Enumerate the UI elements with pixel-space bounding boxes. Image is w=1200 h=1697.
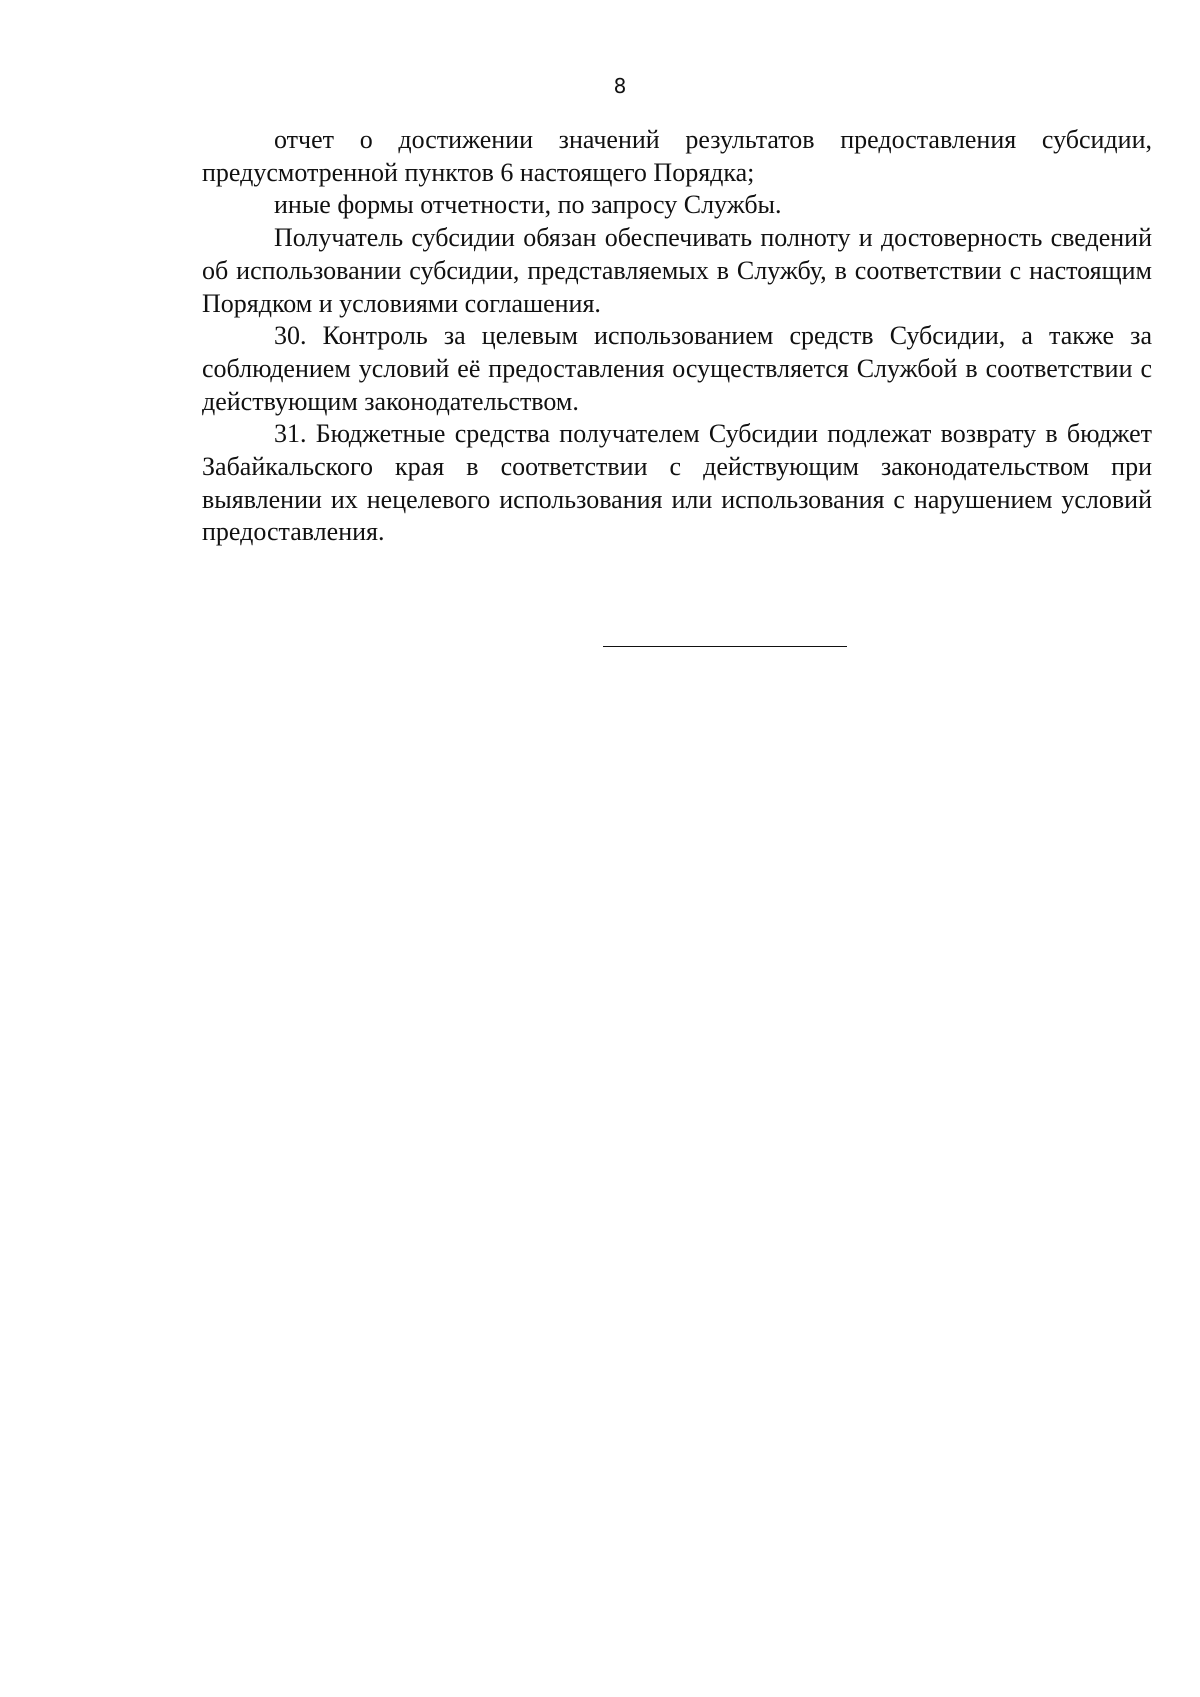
paragraph-report-results: отчет о достижении значений результатов предоставления субсидии, предусмотренной пунктов 6 настоящего Порядка; (202, 125, 1152, 187)
page-number: 8 (613, 74, 627, 98)
paragraph-other-reports: иные формы отчетности, по запросу Службы. (274, 190, 782, 220)
document-body (202, 124, 1152, 549)
paragraph-recipient-obligation: Получатель субсидии обязан обеспечивать полноту и достоверность сведений об использовании субсидии, представляемых в Службу, в соответствии с настоящим Порядком и условиями соглашения. (202, 223, 1152, 318)
paragraph-item-31: 31. Бюджетные средства получателем Субсидии подлежат возврату в бюджет Забайкальского края в соответствии с действующим законодательством при выявлении их нецелевого использования или использования с нарушением условий предоставления. (202, 419, 1152, 547)
paragraph-item-30: 30. Контроль за целевым использованием средств Субсидии, а также за соблюдением условий её предоставления осуществляется Службой в соответствии с действующим законодательством. (202, 321, 1152, 416)
end-of-document-divider (603, 646, 847, 647)
